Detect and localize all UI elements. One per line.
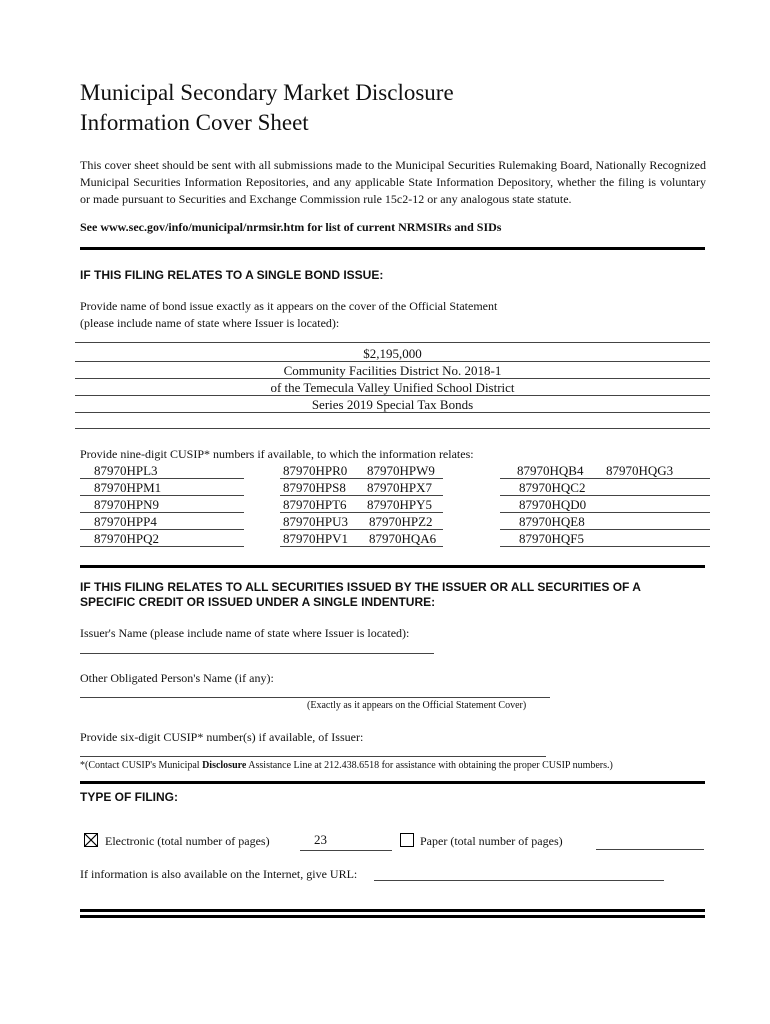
cusip-number: 87970HPW9	[367, 463, 435, 478]
cusip-rule	[500, 478, 710, 479]
other-obligated-label: Other Obligated Person's Name (if any):	[80, 671, 274, 685]
bond-name-line-1: $2,195,000	[363, 346, 422, 361]
cusip-rule	[500, 529, 710, 530]
cusip-number: 87970HPZ2	[369, 514, 433, 529]
all-securities-heading-line-2: SPECIFIC CREDIT OR ISSUED UNDER A SINGLE INDENTURE:	[80, 595, 436, 609]
electronic-pages-value: 23	[314, 832, 327, 847]
divider	[80, 565, 705, 568]
cusip-number: 87970HPN9	[94, 497, 160, 512]
cusip-rule	[280, 546, 443, 547]
cusip-rule	[80, 512, 244, 513]
cusip-number: 87970HPT6	[283, 497, 347, 512]
paper-label: Paper (total number of pages)	[420, 834, 563, 848]
bond-name-line-2: Community Facilities District No. 2018-1	[283, 363, 502, 378]
cusip-rule	[500, 546, 710, 547]
cusip-rule	[500, 495, 710, 496]
cusip-contact-note	[80, 760, 613, 771]
checkmark-x-icon	[84, 833, 98, 847]
electronic-checkbox[interactable]	[84, 833, 98, 847]
cusip-label: Provide nine-digit CUSIP* numbers if available, to which the information relates:	[80, 447, 474, 461]
internet-url-field[interactable]	[374, 880, 664, 881]
cusip-rule	[80, 495, 244, 496]
issuer-name-label: Issuer's Name (please include name of state where Issuer is located):	[80, 626, 410, 640]
cusip-number: 87970HPS8	[283, 480, 346, 495]
cusip-number: 87970HPU3	[283, 514, 349, 529]
cusip-number: 87970HQG3	[606, 463, 674, 478]
cusip-rule	[280, 495, 443, 496]
issuer-name-field[interactable]	[80, 653, 434, 654]
six-digit-cusip-label: Provide six-digit CUSIP* number(s) if available, of Issuer:	[80, 730, 364, 744]
cusip-number: 87970HPP4	[94, 514, 157, 529]
cusip-number: 87970HQC2	[519, 480, 586, 495]
cusip-number: 87970HQF5	[519, 531, 585, 546]
bond-line-rule	[75, 412, 710, 413]
six-digit-cusip-field[interactable]	[80, 756, 546, 757]
cusip-number: 87970HPV1	[283, 531, 349, 546]
nrmsir-reference: See www.sec.gov/info/municipal/nrmsir.htm for list of current NRMSIRs and SIDs	[80, 220, 502, 234]
page-title	[80, 78, 454, 138]
cusip-number: 87970HPY5	[367, 497, 433, 512]
cusip-number: 87970HPL3	[94, 463, 158, 478]
cusip-rule	[80, 478, 244, 479]
title-line-1: Municipal Secondary Market Disclosure	[80, 80, 454, 105]
all-securities-heading-line-1: IF THIS FILING RELATES TO ALL SECURITIES ISSUED BY THE ISSUER OR ALL SECURITIES OF A	[80, 580, 641, 594]
other-obligated-field[interactable]	[80, 697, 550, 698]
cusip-rule	[80, 529, 244, 530]
cusip-number: 87970HPX7	[367, 480, 433, 495]
cusip-rule	[280, 529, 443, 530]
bond-name-line-3: of the Temecula Valley Unified School District	[270, 380, 515, 395]
cusip-number: 87970HQE8	[519, 514, 585, 529]
cusip-number: 87970HPM1	[94, 480, 162, 495]
divider	[80, 915, 705, 918]
divider	[80, 247, 705, 250]
bond-instruction	[80, 298, 497, 332]
paper-checkbox[interactable]	[400, 833, 414, 847]
cusip-number: 87970HQB4	[517, 463, 584, 478]
bond-instruction-line-1: Provide name of bond issue exactly as it appears on the cover of the Official Statement	[80, 299, 498, 313]
contact-bold: Disclosure	[202, 760, 247, 771]
contact-suffix: Assistance Line at 212.438.6518 for assistance with obtaining the proper CUSIP numbers.)	[246, 760, 613, 771]
bond-line-rule	[75, 428, 710, 429]
cusip-number: 87970HQD0	[519, 497, 587, 512]
cusip-rule	[280, 478, 443, 479]
cusip-number: 87970HPQ2	[94, 531, 160, 546]
cusip-rule	[500, 512, 710, 513]
divider	[80, 781, 705, 784]
all-securities-heading	[80, 580, 705, 610]
cusip-number: 87970HQA6	[369, 531, 437, 546]
title-line-2: Information Cover Sheet	[80, 110, 309, 135]
electronic-pages-field[interactable]	[300, 830, 392, 851]
cusip-rule	[80, 546, 244, 547]
type-of-filing-heading: TYPE OF FILING:	[80, 790, 178, 804]
exact-note: (Exactly as it appears on the Official Statement Cover)	[307, 700, 527, 711]
internet-url-label: If information is also available on the Internet, give URL:	[80, 867, 358, 881]
bond-line-rule	[75, 342, 710, 343]
cusip-number: 87970HPR0	[283, 463, 348, 478]
contact-prefix: *(Contact CUSIP's Municipal	[80, 760, 203, 771]
bond-name-line-4: Series 2019 Special Tax Bonds	[311, 397, 474, 412]
intro-paragraph: This cover sheet should be sent with all submissions made to the Municipal Securities Rulemaking Board, Nationally Recognized Municipal Securities Information Repositories, and any applicable State Information Depository, whether the filing is voluntary or made pursuant to Securities and Exchange Commission rule 15c2-12 or any analogous state statute.	[80, 158, 706, 206]
electronic-label: Electronic (total number of pages)	[105, 834, 270, 848]
single-bond-heading: IF THIS FILING RELATES TO A SINGLE BOND ISSUE:	[80, 268, 384, 282]
paper-pages-field[interactable]	[596, 849, 704, 850]
bond-instruction-line-2: (please include name of state where Issuer is located):	[80, 316, 340, 330]
divider	[80, 909, 705, 912]
cusip-rule	[280, 512, 443, 513]
